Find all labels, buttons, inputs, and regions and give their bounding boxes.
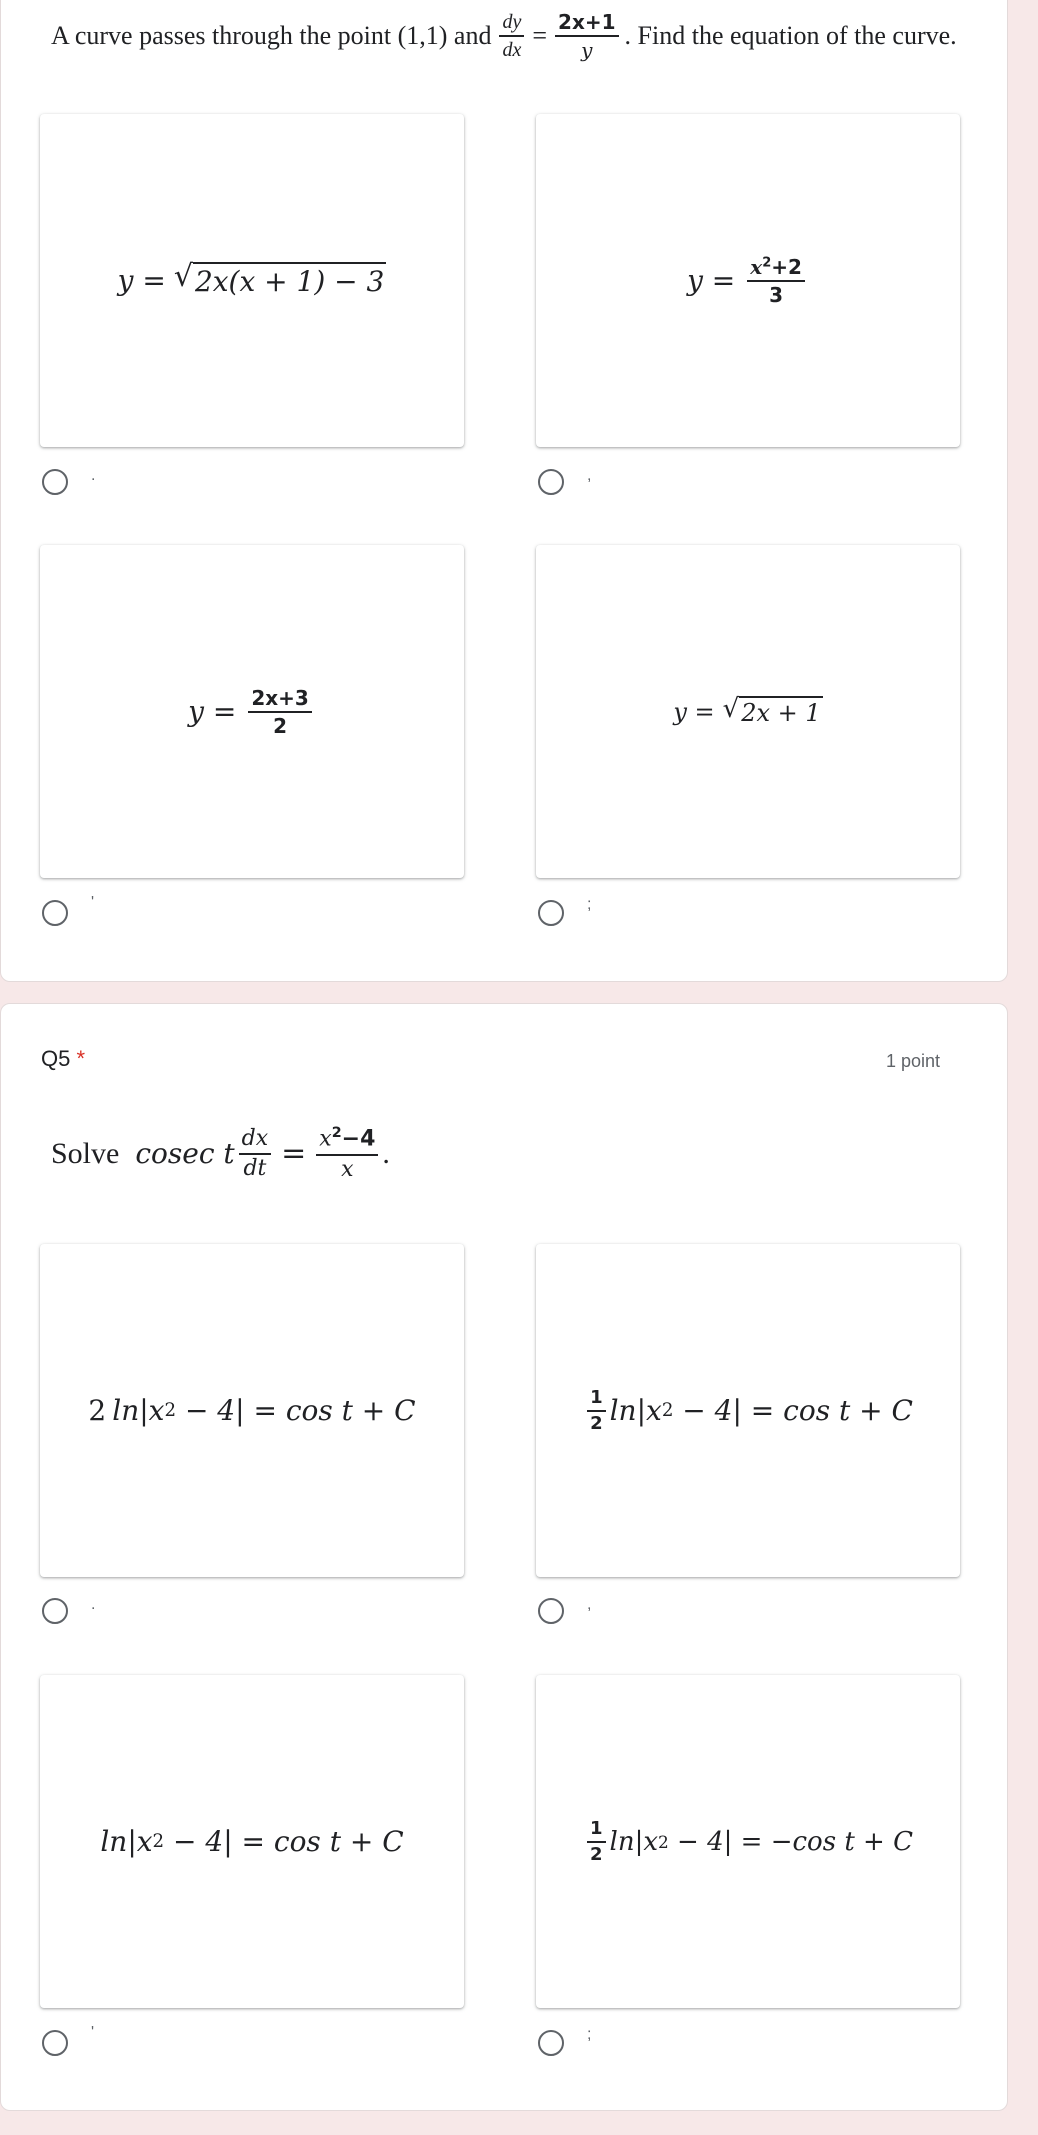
formula-rest: − 4| = cos t + C (164, 1825, 404, 1858)
dx-dt-fraction (239, 1127, 272, 1181)
sqrt-expression (722, 693, 823, 728)
radio-option-a[interactable] (42, 1598, 68, 1624)
half-fraction (587, 1819, 606, 1865)
numerator-base: x (319, 1126, 332, 1152)
radio-option-d[interactable] (538, 900, 564, 926)
option-c-formula (100, 1825, 403, 1858)
question-intro: A curve passes through the point (1,1) and (51, 21, 492, 50)
option-image-d[interactable] (536, 545, 960, 878)
formula-lhs: y = (117, 264, 166, 297)
question-card-q5 (0, 1003, 1008, 2111)
question-label: Q5 (41, 1046, 71, 1071)
numerator-base: x (750, 254, 763, 279)
question-title (41, 1046, 85, 1072)
question-text (51, 11, 957, 61)
fraction-denominator: x (341, 1156, 354, 1182)
fraction-numerator: dx (239, 1127, 272, 1155)
fraction-denominator: dx (502, 39, 522, 61)
fraction-numerator: 2x+1 (555, 11, 619, 37)
option-c-label: ' (91, 2024, 95, 2041)
formula-body: ln|x (609, 1826, 659, 1857)
option-image-a[interactable] (40, 114, 464, 447)
option-image-c[interactable] (40, 545, 464, 878)
option-b-label: , (587, 1596, 592, 1613)
radicand: 2x(x + 1) − 3 (193, 262, 386, 299)
fraction-numerator: dy (499, 11, 524, 37)
formula-rest: − 4| = cos t + C (176, 1394, 416, 1427)
fraction-numerator: 1 (587, 1388, 606, 1412)
option-d-formula (583, 1819, 913, 1865)
formula-body: ln|x (112, 1394, 165, 1427)
fraction-numerator: 1 (587, 1819, 606, 1843)
formula-rest: − 4| = −cos t + C (668, 1826, 913, 1857)
fraction-denominator: 3 (769, 282, 784, 307)
option-a-label: . (91, 1596, 96, 1613)
radio-option-b[interactable] (538, 1598, 564, 1624)
formula-exponent: 2 (164, 1400, 177, 1421)
formula-exponent: 2 (661, 1400, 674, 1421)
formula-exponent: 2 (152, 1831, 165, 1852)
rhs-fraction (555, 11, 619, 61)
option-b-formula (687, 256, 809, 306)
radio-option-c[interactable] (42, 900, 68, 926)
radicand: 2x + 1 (739, 696, 822, 728)
formula-body: ln|x (609, 1394, 662, 1427)
numerator-exponent: 2 (331, 1125, 342, 1141)
option-image-c[interactable] (40, 1675, 464, 2008)
question-text (51, 1126, 390, 1182)
fraction-denominator: 2 (590, 1412, 603, 1434)
question-outro: . Find the equation of the curve. (624, 21, 957, 50)
points-label: 1 point (885, 1051, 940, 1071)
fraction-denominator: y (581, 38, 593, 62)
option-image-d[interactable] (536, 1675, 960, 2008)
option-d-formula (673, 693, 822, 728)
question-card-q4 (0, 0, 1008, 982)
period: . (382, 1136, 390, 1170)
option-c-formula (188, 687, 316, 737)
radio-option-d[interactable] (538, 2030, 564, 2056)
equals-sign: = (532, 21, 548, 50)
radical-sign: √ (173, 259, 193, 294)
option-image-a[interactable] (40, 1244, 464, 1577)
option-d-label: ; (587, 896, 592, 913)
option-b-label: , (587, 467, 592, 484)
half-fraction (587, 1388, 606, 1434)
radio-option-a[interactable] (42, 469, 68, 495)
numerator-rest: +2 (771, 254, 802, 279)
formula-rest: − 4| = cos t + C (673, 1394, 913, 1427)
required-asterisk: * (76, 1046, 86, 1071)
option-image-b[interactable] (536, 114, 960, 447)
option-image-b[interactable] (536, 1244, 960, 1577)
option-b-formula (583, 1388, 913, 1434)
radical-sign: √ (722, 693, 740, 724)
option-a-label: . (91, 467, 96, 484)
fraction-denominator: 2 (273, 713, 288, 738)
option-b-fraction (747, 256, 805, 306)
option-c-label: ' (91, 894, 95, 911)
rhs-fraction (316, 1126, 378, 1182)
formula-coefficient: 2 (88, 1394, 107, 1427)
option-a-formula (117, 259, 387, 299)
radio-option-c[interactable] (42, 2030, 68, 2056)
fraction-denominator: 2 (590, 1843, 603, 1865)
fraction-numerator: 2x+3 (248, 687, 312, 713)
cosec-term: cosec t (135, 1137, 235, 1171)
radio-option-b[interactable] (538, 469, 564, 495)
option-a-formula (88, 1394, 415, 1427)
numerator-exponent: 2 (762, 254, 772, 270)
equals-sign: = (281, 1136, 307, 1172)
formula-lhs: y = (673, 697, 715, 726)
fraction-numerator (747, 256, 805, 282)
fraction-denominator: dt (243, 1155, 267, 1181)
formula-exponent: 2 (658, 1831, 669, 1852)
formula-lhs: y = (188, 695, 237, 728)
numerator-rest: −4 (341, 1126, 376, 1152)
formula-lhs: y = (687, 264, 736, 297)
option-c-fraction (248, 687, 312, 737)
fraction-numerator (316, 1126, 378, 1156)
sqrt-expression (173, 259, 387, 299)
formula-body: ln|x (100, 1825, 153, 1858)
dy-dx-fraction (499, 11, 524, 61)
option-d-label: ; (587, 2026, 592, 2043)
question-solve: Solve (51, 1136, 120, 1170)
